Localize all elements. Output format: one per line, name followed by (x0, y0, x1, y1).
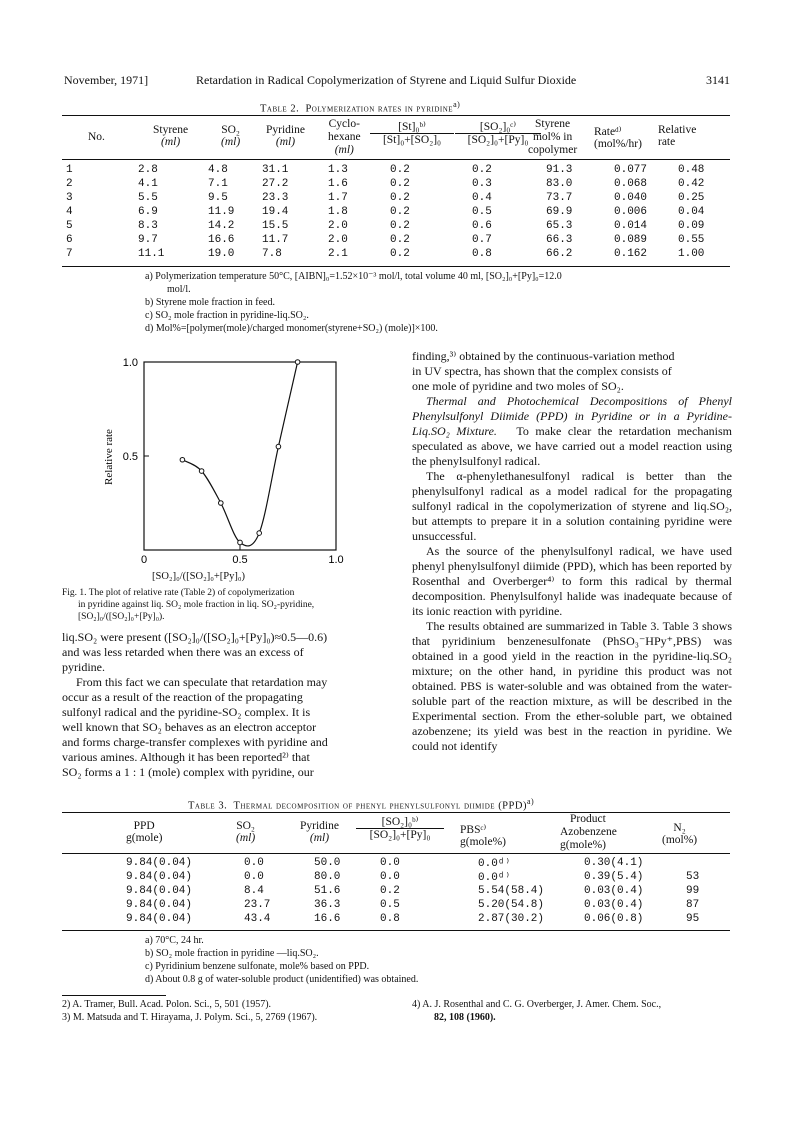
t3-cell-3-1: 23.7 (244, 899, 271, 911)
t3-cell-0-1: 0.0 (244, 857, 264, 869)
t2-cell-6-3: 7.8 (262, 248, 282, 260)
th-so2-frac-den: [SO₂]₀+[Py]₀ (467, 134, 529, 146)
left-line-4: From this fact we can speculate that retardation may (76, 675, 328, 689)
table2-notes (145, 270, 562, 335)
table2-note-a: a) Polymerization temperature 50°C, [AIBN]₀=1.52×10⁻³ mol/l, total volume 40 ml, [SO₂]₀+[Py]₀=12.0 (145, 271, 562, 282)
t2-cell-2-5: 0.2 (390, 192, 410, 204)
t3h-fraction (356, 816, 444, 841)
t3-cell-4-6: 95 (686, 913, 700, 925)
left-line-5: occur as a result of the reaction of the propagating (62, 690, 303, 704)
t3-cell-1-1: 0.0 (244, 871, 264, 883)
table2-title: Polymerization rates in pyridine (305, 103, 454, 115)
t2-cell-1-5: 0.2 (390, 178, 410, 190)
table2-sup: a) (453, 100, 461, 109)
t3h-so2-2: (ml) (236, 832, 256, 844)
t2-cell-3-3: 19.4 (262, 206, 289, 218)
t3h-prod-1: Product (570, 813, 606, 825)
table2-bottom-rule (62, 266, 730, 267)
th-pyridine-unit: (ml) (275, 136, 296, 148)
table-row (122, 884, 722, 898)
th-styrene-molpct (528, 118, 577, 157)
th-rel-2: rate (658, 136, 676, 148)
table3 (122, 856, 722, 926)
th-cyclohexane (328, 118, 361, 157)
t3h-ppd-2: g(mole) (126, 832, 163, 844)
t3h-ppd (126, 820, 162, 844)
th-no: No. (88, 131, 105, 143)
t2-cell-2-2: 9.5 (208, 192, 228, 204)
t2-cell-3-8: 0.006 (614, 206, 648, 218)
t2-cell-0-0: 1 (66, 164, 73, 176)
footnote-2: 2) A. Tramer, Bull. Acad. Polon. Sci., 5, 501 (1957). (62, 999, 272, 1010)
t3h-so2 (236, 820, 255, 844)
footnotes-left (62, 998, 317, 1024)
t3-cell-4-0: 9.84(0.04) (126, 913, 193, 925)
th-st-frac-den: [St]₀+[SO₂]₀ (382, 134, 442, 146)
table2 (62, 163, 724, 261)
y-axis-label: Relative rate (103, 429, 115, 485)
t2-cell-0-4: 1.3 (328, 164, 348, 176)
t3h-frac-den: [SO₂]₀+[Py]₀ (369, 829, 431, 841)
t2-cell-3-0: 4 (66, 206, 73, 218)
table3-label: Table 3. (188, 800, 228, 812)
t3-cell-0-0: 9.84(0.04) (126, 857, 193, 869)
table3-bottom-rule (62, 930, 730, 931)
x-tick-label: 1.0 (328, 554, 344, 566)
y-tick-label: 1.0 (122, 357, 138, 369)
table2-header-rule (62, 159, 730, 160)
t3h-product (560, 813, 617, 852)
page-number: 3141 (706, 73, 730, 87)
t2-cell-4-9: 0.09 (678, 220, 705, 232)
table3-caption (188, 797, 534, 812)
t3-cell-1-2: 80.0 (314, 871, 341, 883)
t2-cell-6-9: 1.00 (678, 248, 705, 260)
t2-cell-4-2: 14.2 (208, 220, 235, 232)
left-column (62, 630, 390, 780)
t2-cell-4-8: 0.014 (614, 220, 648, 232)
table-row (62, 163, 724, 177)
t2-cell-4-5: 0.2 (390, 220, 410, 232)
table3-top-rule (62, 812, 730, 813)
subsection-text: To make clear the retardation mechanism speculated as above, we have carried out a model reaction using the phenylsulfonyl radical. (412, 424, 732, 468)
t3-cell-2-2: 51.6 (314, 885, 341, 897)
table-row (62, 177, 724, 191)
t3-cell-3-2: 36.3 (314, 899, 341, 911)
table-row (122, 870, 722, 884)
th-cyclo-2: hexane (328, 131, 361, 143)
t2-cell-4-1: 8.3 (138, 220, 158, 232)
t2-cell-1-4: 1.6 (328, 178, 348, 190)
t2-cell-3-9: 0.04 (678, 206, 705, 218)
left-line-8: and forms charge-transfer complexes with pyridine and (62, 735, 328, 749)
data-point (257, 531, 262, 536)
header-date: November, 1971] (64, 73, 149, 87)
table-row (62, 247, 724, 261)
t2-cell-2-3: 23.3 (262, 192, 289, 204)
t3-cell-4-2: 16.6 (314, 913, 341, 925)
t2-cell-0-6: 0.2 (472, 164, 492, 176)
th-so2 (221, 124, 240, 148)
t2-cell-1-8: 0.068 (614, 178, 648, 190)
t2-cell-5-2: 16.6 (208, 234, 235, 246)
table3-note-b: b) SO₂ mole fraction in pyridine —liq.SO₂. (145, 948, 319, 959)
th-styrene-unit: (ml) (160, 136, 181, 148)
th-styrene-label: Styrene (153, 124, 189, 136)
table2-top-rule (62, 115, 730, 116)
th-cyclo-unit: (ml) (334, 144, 354, 156)
table-row (122, 856, 722, 870)
table3-note-d: d) About 0.8 g of water-soluble product (unidentified) was obtained. (145, 974, 419, 985)
t2-cell-3-6: 0.5 (472, 206, 492, 218)
t2-cell-3-1: 6.9 (138, 206, 158, 218)
t2-cell-4-3: 15.5 (262, 220, 289, 232)
th-relative (658, 124, 696, 148)
x-tick-label: 0.5 (232, 554, 248, 566)
t2-cell-0-2: 4.8 (208, 164, 228, 176)
table2-note-d: d) Mol%=[polymer(mole)/charged monomer(styrene+SO₂) (mole)]×100. (145, 323, 438, 334)
t3-cell-3-5: 0.03(0.4) (584, 899, 644, 911)
t2-cell-2-4: 1.7 (328, 192, 348, 204)
t3h-prod-2: Azobenzene (560, 826, 617, 838)
t2-cell-1-3: 27.2 (262, 178, 289, 190)
th-rate-2: (mol%/hr) (594, 138, 642, 150)
t3-cell-2-4: 5.54(58.4) (478, 885, 545, 897)
t2-cell-5-7: 66.3 (546, 234, 573, 246)
t3h-py-1: Pyridine (300, 820, 339, 832)
table-row (122, 912, 722, 926)
t2-cell-3-2: 11.9 (208, 206, 235, 218)
t3-cell-2-3: 0.2 (380, 885, 400, 897)
t2-cell-1-6: 0.3 (472, 178, 492, 190)
t2-cell-6-6: 0.8 (472, 248, 492, 260)
table2-label: Table 2. (260, 103, 300, 115)
data-point (295, 360, 300, 365)
t2-cell-6-8: 0.162 (614, 248, 648, 260)
right-column (412, 349, 732, 754)
t3-cell-2-5: 0.03(0.4) (584, 885, 644, 897)
t2-cell-6-1: 11.1 (138, 248, 165, 260)
table3-sup: a) (526, 797, 535, 806)
t2-cell-2-7: 73.7 (546, 192, 573, 204)
data-point (199, 469, 204, 474)
table3-note-a: a) 70°C, 24 hr. (145, 935, 204, 946)
right-line-1: finding,³⁾ obtained by the continuous-variation method (412, 349, 675, 363)
plot-frame (144, 362, 336, 550)
t2-cell-0-3: 31.1 (262, 164, 289, 176)
t3h-so2-1: SO₂ (236, 820, 255, 832)
t2-cell-2-6: 0.4 (472, 192, 492, 204)
t2-cell-6-2: 19.0 (208, 248, 235, 260)
t3h-prod-3: g(mole%) (560, 839, 606, 851)
table2-note-a-cont: mol/l. (167, 284, 191, 295)
t2-cell-4-6: 0.6 (472, 220, 492, 232)
t2-cell-0-8: 0.077 (614, 164, 648, 176)
y-tick-label: 0.5 (122, 451, 138, 463)
t2-cell-5-1: 9.7 (138, 234, 158, 246)
t2-cell-5-6: 0.7 (472, 234, 492, 246)
left-line-3: pyridine. (62, 660, 105, 674)
t2-cell-6-0: 7 (66, 248, 73, 260)
t2-cell-0-1: 2.8 (138, 164, 158, 176)
th-pyridine (266, 124, 305, 148)
left-line-7: well known that SO₂ behaves as an electron acceptor (62, 720, 317, 734)
th-rel-1: Relative (658, 124, 697, 136)
t3-cell-4-5: 0.06(0.8) (584, 913, 644, 925)
t3h-pyridine (300, 820, 339, 844)
t3-cell-4-4: 2.87(30.2) (478, 913, 545, 925)
fig-caption-3: [SO₂]₀/([SO₂]₀+[Py]₀). (78, 612, 165, 622)
t3h-pbs-2: g(mole%) (460, 836, 506, 848)
t2-cell-0-7: 91.3 (546, 164, 573, 176)
table-row (62, 233, 724, 247)
table3-header-rule (62, 853, 730, 854)
figure-1-chart (60, 352, 400, 582)
left-line-10: SO₂ forms a 1 : 1 (mole) complex with pyridine, our (62, 765, 314, 779)
t3-cell-0-6 (682, 856, 722, 870)
t3-cell-0-3: 0.0 (380, 857, 400, 869)
t2-cell-5-5: 0.2 (390, 234, 410, 246)
left-line-1: liq.SO₂ were present ([SO₂]₀/([SO₂]₀+[Py]₀)≈0.5—0.6) (62, 630, 328, 644)
figure-1-caption (62, 587, 314, 623)
t2-cell-2-8: 0.040 (614, 192, 648, 204)
table3-tail: (PPD) (498, 800, 527, 812)
table-row (62, 219, 724, 233)
t2-cell-0-5: 0.2 (390, 164, 410, 176)
x-tick-label: 0 (140, 554, 148, 566)
footnote-4: 4) A. J. Rosenthal and C. G. Overberger, J. Amer. Chem. Soc., (412, 999, 662, 1010)
th-styrene (153, 124, 188, 148)
t2-cell-3-5: 0.2 (390, 206, 410, 218)
t3h-pbs (460, 822, 506, 848)
left-line-2: and was less retarded when there was an excess of (62, 645, 304, 659)
t3-cell-1-6: 53 (686, 871, 700, 883)
t2-cell-1-7: 83.0 (546, 178, 573, 190)
t2-cell-6-5: 0.2 (390, 248, 410, 260)
t2-cell-1-1: 4.1 (138, 178, 158, 190)
data-point (219, 501, 224, 506)
table3-note-c: c) Pyridinium benzene sulfonate, mole% based on PPD. (145, 961, 370, 972)
t3-cell-4-1: 43.4 (244, 913, 271, 925)
series-curve (182, 362, 297, 546)
th-sm2: mol% in (532, 131, 573, 143)
t2-cell-2-1: 5.5 (138, 192, 158, 204)
th-so2-frac-num: [SO₂]₀ᶜ⁾ (455, 121, 541, 134)
subsection-paragraph (412, 394, 732, 469)
th-pyridine-label: Pyridine (266, 124, 305, 136)
th-st-frac-num: [St]₀ᵇ⁾ (370, 121, 454, 134)
t3-cell-1-0: 9.84(0.04) (126, 871, 193, 883)
right-paragraph-2: As the source of the phenylsulfonyl radical, we have used phenyl phenylsulfonyl diimide (PPD), which has been reported by Rosenthal and Overberger⁴⁾ to form this radical by thermal decomposition. Phenylsulfonyl halide was inadequate because of its ionic reaction with pyridine. (412, 544, 732, 618)
footnotes-right (412, 998, 661, 1024)
t3-cell-2-0: 9.84(0.04) (126, 885, 193, 897)
t2-cell-5-3: 11.7 (262, 234, 289, 246)
t2-cell-2-0: 3 (66, 192, 73, 204)
left-line-6: sulfonyl radical and the pyridine-SO₂ complex. It is (62, 705, 311, 719)
table-row (62, 205, 724, 219)
t2-cell-6-4: 2.1 (328, 248, 348, 260)
t3-cell-1-4: 0.0ᵈ⁾ (478, 872, 512, 884)
t2-cell-1-0: 2 (66, 178, 73, 190)
table3-title: Thermal decomposition of phenyl phenylsulfonyl diimide (233, 800, 496, 812)
header-title: Retardation in Radical Copolymerization of Styrene and Liquid Sulfur Dioxide (196, 73, 577, 87)
t3h-n2-2: (mol%) (662, 834, 698, 846)
t2-cell-5-8: 0.089 (614, 234, 648, 246)
figure-1 (60, 352, 400, 587)
t3h-n2 (662, 822, 697, 846)
right-line-2: in UV spectra, has shown that the complex consists of (412, 364, 672, 378)
t3h-frac-num: [SO₂]₀ᵇ⁾ (356, 816, 444, 829)
left-line-9: various amines. Although it has been reported²⁾ that (62, 750, 310, 764)
fig-caption-1: Fig. 1. The plot of relative rate (Table 2) of copolymerization (62, 588, 295, 598)
t2-cell-5-9: 0.55 (678, 234, 705, 246)
table3-body (122, 856, 722, 926)
t2-cell-6-7: 66.2 (546, 248, 573, 260)
t3-cell-3-0: 9.84(0.04) (126, 899, 193, 911)
th-sm3: copolymer (528, 144, 578, 156)
subsection-title: Thermal and Photochemical Decompositions of Phenyl Phenylsulfonyl Diimide (PPD) in Pyridine or in a Pyridine-Liq.SO₂ Mixture. (412, 394, 732, 438)
data-point (238, 540, 243, 545)
table-row (122, 898, 722, 912)
t3-cell-1-3: 0.0 (380, 871, 400, 883)
table2-note-b: b) Styrene mole fraction in feed. (145, 297, 275, 308)
footnote-4-cont: 82, 108 (1960). (434, 1012, 496, 1023)
t2-cell-0-9: 0.48 (678, 164, 705, 176)
data-points (180, 360, 300, 545)
table2-note-c: c) SO₂ mole fraction in pyridine-liq.SO₂. (145, 310, 309, 321)
table2-body (62, 163, 724, 261)
t3h-n2-1: N₂ (673, 822, 686, 834)
t2-cell-1-2: 7.1 (208, 178, 228, 190)
th-st-fraction (370, 121, 454, 146)
t2-cell-4-7: 65.3 (546, 220, 573, 232)
t3-cell-3-4: 5.20(54.8) (478, 899, 545, 911)
t3-cell-3-6: 87 (686, 899, 700, 911)
right-paragraph-1: The α-phenylethanesulfonyl radical is better than the phenylsulfonyl radical as a model radical for the propagating sulfonyl radical in the copolymerization of styrene and liq.SO₂, but attempts to prepare it in a solution containing pyridine were unsuccessful. (412, 469, 732, 543)
t3h-ppd-1: PPD (133, 820, 155, 832)
t3h-py-2: (ml) (309, 832, 330, 844)
t2-cell-4-0: 5 (66, 220, 73, 232)
th-sm1: Styrene (535, 118, 571, 130)
table3-notes (145, 934, 418, 986)
footnote-3: 3) M. Matsuda and T. Hirayama, J. Polym. Sci., 5, 2769 (1967). (62, 1012, 318, 1023)
th-cyclo-1: Cyclo- (328, 118, 360, 130)
data-point (180, 457, 185, 462)
t2-cell-2-9: 0.25 (678, 192, 705, 204)
data-point (276, 444, 281, 449)
footnote-rule (62, 995, 166, 996)
t3-cell-4-3: 0.8 (380, 913, 400, 925)
t3h-pbs-1: PBSᶜ⁾ (460, 824, 487, 836)
t3-cell-2-6: 99 (686, 885, 700, 897)
t3-cell-0-4: 0.0ᵈ⁾ (478, 858, 512, 870)
t2-cell-5-4: 2.0 (328, 234, 348, 246)
right-paragraph-3: The results obtained are summarized in Table 3. Table 3 shows that pyridinium benzenesulfonate (PhSO₃⁻HPy⁺,PBS) was obtained in a good yield in the reaction in the pyridine-liq.SO₂ mixture; on the other hand, in pyridine this product was not obtained. PBS is water-soluble and was obtained from the water-soluble part of the reaction mixture, as will be described in the Experimental section. From the ether-soluble part, we obtained azobenzene; its yield was best in the reaction in pyridine. We could not identify (412, 619, 732, 753)
t3-cell-1-5: 0.39(5.4) (584, 871, 644, 883)
axis-ticks (123, 357, 344, 566)
table-row (62, 191, 724, 205)
table2-caption (260, 100, 460, 115)
x-axis-label: [SO₂]₀/([SO₂]₀+[Py]₀) (152, 571, 246, 582)
t3-cell-0-5: 0.30(4.1) (584, 857, 644, 869)
th-rate-1: Rateᵈ⁾ (594, 126, 622, 138)
right-line-3: one mole of pyridine and two moles of SO₂. (412, 379, 624, 393)
th-so2-label: SO₂ (221, 124, 240, 136)
fig-caption-2: in pyridine against liq. SO₂ mole fraction in liq. SO₂-pyridine, (78, 600, 315, 610)
t3-cell-0-2: 50.0 (314, 857, 341, 869)
th-so2-unit: (ml) (221, 136, 241, 148)
t3-cell-2-1: 8.4 (244, 885, 264, 897)
t2-cell-1-9: 0.42 (678, 178, 705, 190)
t2-cell-3-7: 69.9 (546, 206, 573, 218)
t2-cell-4-4: 2.0 (328, 220, 348, 232)
t3-cell-3-3: 0.5 (380, 899, 400, 911)
th-rate (594, 124, 642, 150)
t2-cell-3-4: 1.8 (328, 206, 348, 218)
t2-cell-5-0: 6 (66, 234, 73, 246)
